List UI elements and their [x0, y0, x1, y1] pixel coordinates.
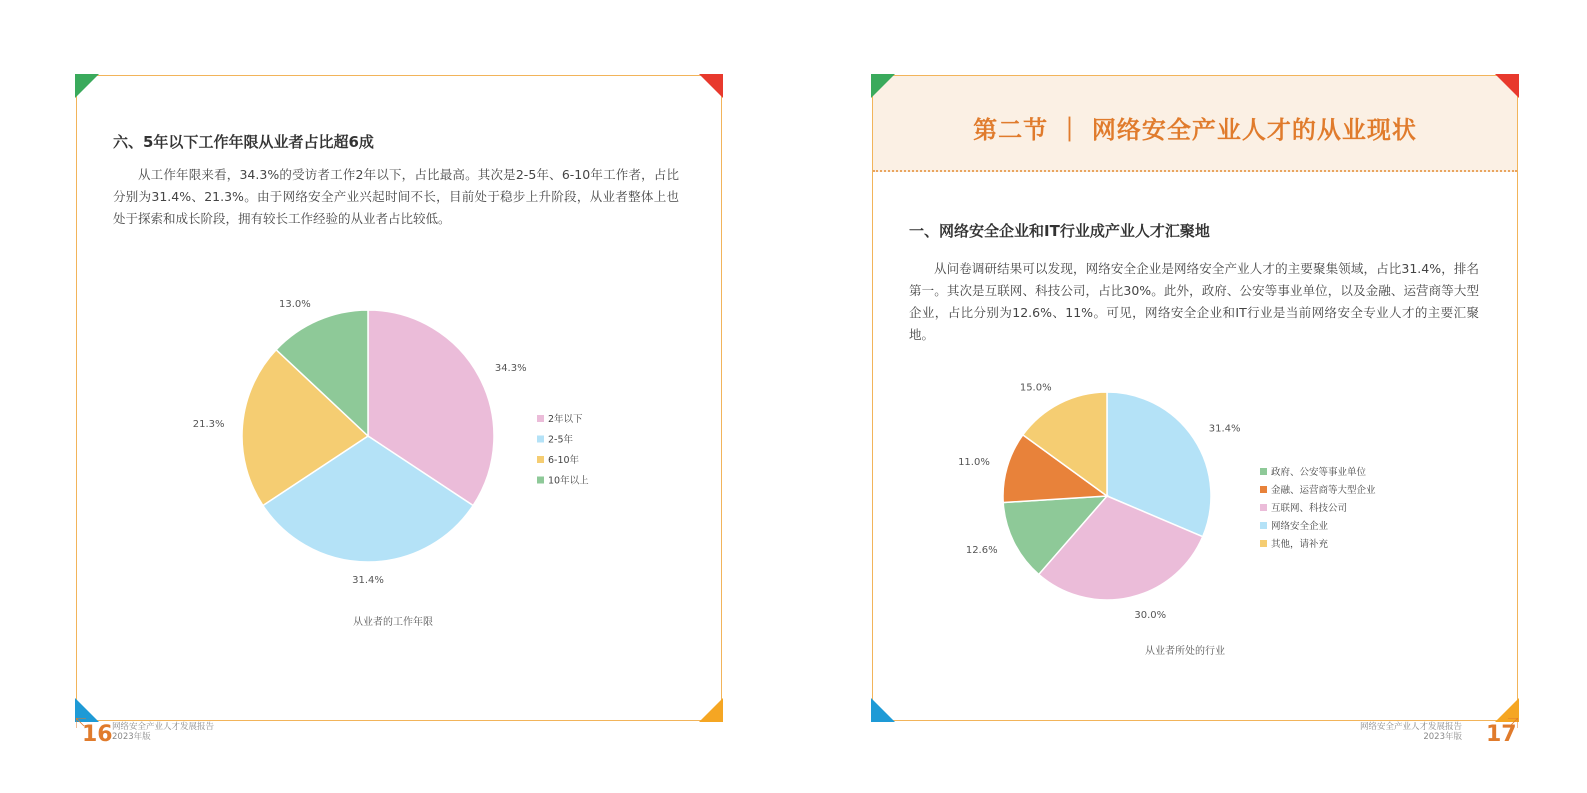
footer-title-left: 网络安全产业人才发展报告	[112, 722, 215, 732]
page-left	[76, 75, 722, 721]
page-right	[872, 75, 1518, 721]
left-pie-data-label: 21.3%	[192, 418, 225, 430]
left-pie-legend-label: 2-5年	[548, 434, 574, 446]
right-pie-legend-swatch	[1260, 486, 1267, 493]
left-pie-legend-swatch	[537, 436, 544, 443]
right-pie-legend-label: 政府、公安等事业单位	[1271, 467, 1367, 478]
right-heading: 一、网络安全企业和IT行业成产业人才汇聚地	[909, 222, 1210, 240]
footer-year-right: 2023年版	[1423, 732, 1462, 742]
left-pie-legend-swatch	[537, 415, 544, 422]
left-pie-legend-label: 10年以上	[548, 475, 589, 487]
left-pie-data-label: 31.4%	[352, 575, 384, 586]
left-paragraph: 从工作年限来看，34.3%的受访者工作2年以下，占比最高。其次是2-5年、6-10年工作者，占比分别为31.4%、21.3%。由于网络安全产业兴起时间不长，目前处于稳步上升阶段，从业者整体上也处于探索和成长阶段，拥有较长工作经验的从业者占比较低。	[113, 167, 679, 226]
right-pie-legend-swatch	[1260, 468, 1267, 475]
footer-title-right: 网络安全产业人才发展报告	[1359, 722, 1462, 732]
right-pie-legend-label: 网络安全企业	[1271, 521, 1329, 532]
right-pie-data-label: 11.0%	[958, 456, 990, 468]
right-pie-legend-label: 互联网、科技公司	[1271, 503, 1348, 514]
page-number-left: 16	[82, 722, 113, 747]
right-pie-data-label: 12.6%	[965, 545, 998, 557]
left-heading: 六、5年以下工作年限从业者占比超6成	[113, 133, 374, 151]
right-pie-legend-swatch	[1260, 504, 1267, 511]
right-pie-data-label: 15.0%	[1019, 382, 1052, 394]
right-pie-data-label: 30.0%	[1134, 609, 1167, 621]
right-pie-legend-swatch	[1260, 522, 1267, 529]
right-pie-legend-swatch	[1260, 540, 1267, 547]
right-pie-legend-label: 其他，请补充	[1271, 539, 1329, 550]
left-pie-legend-label: 6-10年	[548, 455, 580, 466]
left-pie-legend-swatch	[537, 456, 544, 463]
footer-year-left: 2023年版	[112, 732, 151, 742]
left-pie-data-label: 34.3%	[494, 362, 527, 374]
left-pie-legend-swatch	[537, 477, 544, 484]
right-chart-caption: 从业者所处的行业	[1145, 646, 1225, 657]
left-chart-caption: 从业者的工作年限	[353, 617, 433, 628]
footer-corner-mark	[1508, 718, 1518, 728]
page-number-right: 17	[1486, 722, 1517, 747]
left-pie-data-label: 13.0%	[279, 298, 311, 310]
pie-chart-industry	[873, 76, 1519, 722]
right-paragraph: 从问卷调研结果可以发现，网络安全企业是网络安全产业人才的主要聚集领域，占比31.4%，排名第一。其次是互联网、科技公司，占比30%。此外，政府、公安等事业单位，以及金融、运营商等大型企业，占比分别为12.6%、11%。可见，网络安全企业和IT行业是当前网络安全专业人才的主要汇聚地。	[909, 261, 1479, 342]
right-pie-data-label: 31.4%	[1208, 423, 1241, 435]
left-pie-legend-label: 2年以下	[548, 414, 583, 425]
section-title: 第二节 ｜ 网络安全产业人才的从业现状	[973, 116, 1417, 144]
right-pie-legend-label: 金融、运营商等大型企业	[1271, 485, 1376, 496]
